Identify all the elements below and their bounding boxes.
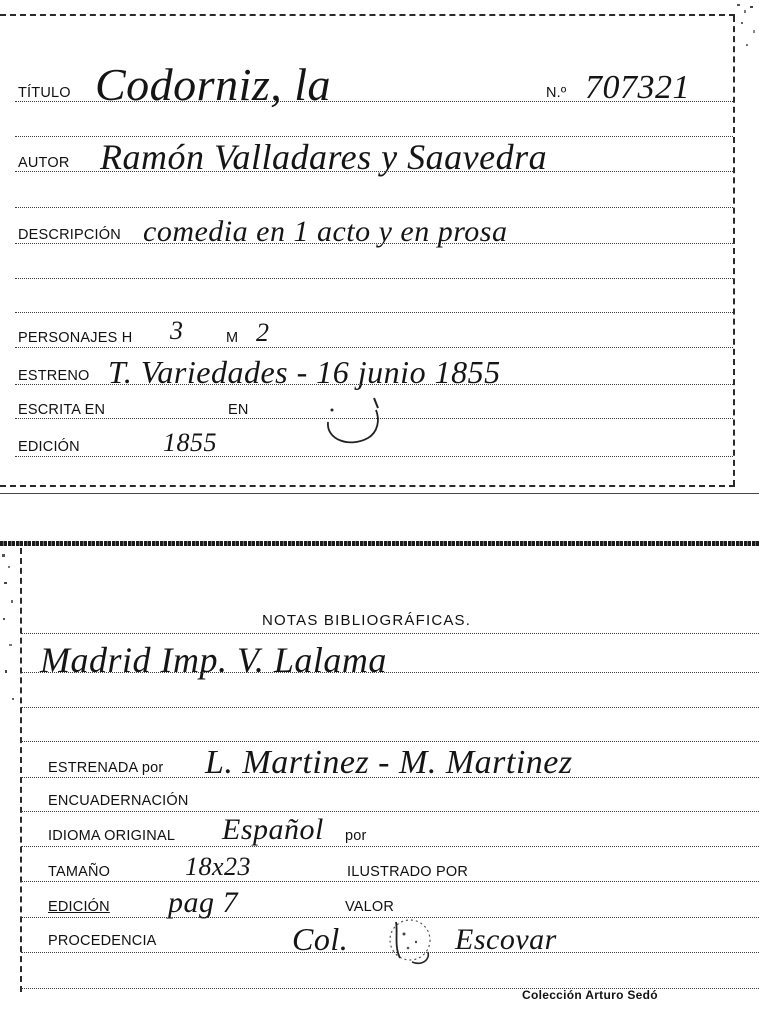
description-label: DESCRIPCIÓN (18, 227, 121, 243)
premiere-label: ESTRENO (18, 368, 90, 384)
notes-heading: NOTAS BIBLIOGRÁFICAS. (262, 612, 472, 629)
size-value: 18x23 (185, 852, 252, 881)
by-label: por (345, 828, 367, 844)
rule-line (15, 207, 733, 208)
card-top-border (0, 14, 735, 16)
rule-line (21, 633, 759, 634)
number-label: N.º (546, 85, 567, 101)
provenance-label: PROCEDENCIA (48, 933, 157, 949)
title-value: Codorniz, la (95, 59, 332, 110)
card-bottom-border (0, 485, 735, 487)
rule-line (15, 278, 733, 279)
separator-line (0, 493, 759, 494)
provenance-value-prefix: Col. (292, 921, 349, 957)
value-label: VALOR (345, 899, 395, 915)
characters-h-value: 3 (170, 316, 184, 345)
original-language-label: IDIOMA ORIGINAL (48, 828, 176, 844)
rule-line (21, 777, 759, 778)
premiered-by-value: L. Martinez - M. Martinez (205, 744, 573, 781)
rule-line (21, 846, 759, 847)
stamp-blot (378, 912, 442, 970)
rule-line (15, 171, 733, 172)
rule-line (21, 741, 759, 742)
card-left-border (20, 548, 22, 992)
binding-label: ENCUADERNACIÓN (48, 793, 189, 809)
provenance-value-suffix: Escovar (455, 923, 557, 956)
rule-line (15, 243, 733, 244)
characters-label: PERSONAJES H (18, 330, 133, 346)
rule-line (21, 811, 759, 812)
card-top-border (0, 541, 759, 546)
back-edition-label: EDICIÓN (48, 899, 110, 915)
author-label: AUTOR (18, 155, 70, 171)
rule-line (15, 312, 733, 313)
premiered-by-label: ESTRENADA por (48, 760, 164, 776)
size-label: TAMAÑO (48, 864, 111, 880)
written-en-label: EN (228, 402, 249, 418)
edition-value: 1855 (163, 428, 217, 457)
card-right-border (733, 16, 735, 486)
edition-label: EDICIÓN (18, 439, 80, 455)
rule-line (21, 881, 759, 882)
scan-speckles (735, 0, 759, 60)
collection-stamp: Colección Arturo Sedó (522, 988, 658, 1002)
scan-speckles (0, 548, 20, 728)
description-value: comedia en 1 acto y en prosa (143, 215, 508, 248)
rule-line (21, 707, 759, 708)
ink-mark (320, 392, 390, 452)
author-value: Ramón Valladares y Saavedra (100, 137, 548, 177)
rule-line (15, 384, 733, 385)
back-edition-value: pag 7 (168, 886, 238, 919)
rule-line (21, 952, 759, 953)
rule-line (21, 672, 759, 673)
rule-line (15, 456, 733, 457)
rule-line (15, 101, 733, 102)
written-in-label: ESCRITA EN (18, 402, 106, 418)
title-label: TÍTULO (18, 85, 71, 101)
illustrated-by-label: ILUSTRADO POR (347, 864, 469, 880)
characters-m-label: M (226, 330, 239, 346)
number-value: 707321 (585, 69, 690, 106)
notes-value: Madrid Imp. V. Lalama (40, 640, 387, 680)
characters-m-value: 2 (256, 318, 270, 347)
premiere-value: T. Variedades - 16 junio 1855 (108, 354, 501, 390)
rule-line (15, 347, 733, 348)
original-language-value: Español (222, 813, 324, 846)
